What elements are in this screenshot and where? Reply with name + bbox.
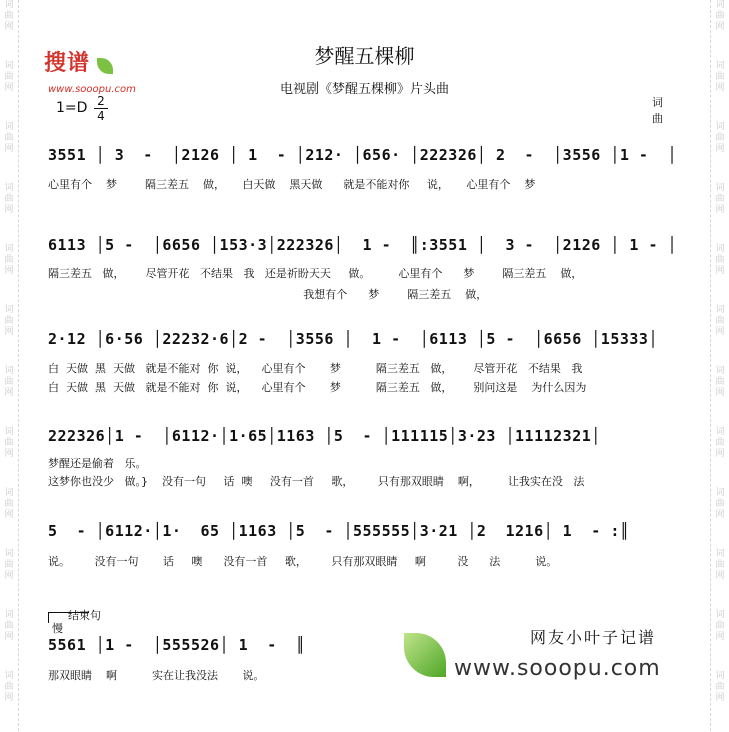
watermark-char: 曲 [715, 560, 725, 570]
notation-row-5: 5 - │6112·│1· 65 │1163 │5 - │555555│3·21 │2 1216│ 1 - :║ [48, 522, 630, 540]
watermark-char: 网 [715, 449, 725, 459]
watermark-char: 词 [715, 122, 725, 132]
watermark-char: 网 [4, 510, 14, 520]
watermark-group [711, 305, 729, 366]
watermark-group [711, 427, 729, 488]
watermark-group [0, 244, 18, 305]
lyric-line: 白 天做 黑 天做 就是不能对 你 说， 心里有个 梦 隔三差五 做， 别问这是 为什么因为 [48, 381, 587, 394]
watermark-group [711, 671, 729, 732]
watermark-char: 词 [4, 244, 14, 254]
watermark-char: 词 [715, 366, 725, 376]
watermark-char: 曲 [715, 621, 725, 631]
music-credit: 曲 [652, 112, 663, 125]
watermark-char: 网 [4, 205, 14, 215]
logo-name: 搜谱 [44, 51, 91, 76]
watermark-char: 曲 [4, 72, 14, 82]
time-signature-top: 2 [97, 94, 105, 108]
song-title: 梦醒五棵柳 [314, 44, 415, 68]
watermark-char: 网 [4, 327, 14, 337]
watermark-char: 网 [715, 632, 725, 642]
watermark-char: 词 [715, 671, 725, 681]
notation-row-2: 6113 │5 - │6656 │153·3│222326│ 1 - ║:3551 │ 3 - │2126 │ 1 - │ [48, 236, 678, 254]
watermark-char: 词 [4, 366, 14, 376]
watermark-char: 词 [715, 549, 725, 559]
watermark-char: 网 [4, 632, 14, 642]
watermark-group [711, 488, 729, 549]
watermark-char: 词 [715, 61, 725, 71]
watermark-char: 网 [715, 510, 725, 520]
watermark-char: 曲 [4, 194, 14, 204]
key-signature: 1=D [56, 100, 88, 116]
watermark-char: 曲 [4, 621, 14, 631]
watermark-char: 曲 [715, 194, 725, 204]
watermark-char: 网 [715, 693, 725, 703]
song-subtitle: 电视剧《梦醒五棵柳》片头曲 [279, 82, 449, 97]
watermark-char: 词 [715, 427, 725, 437]
watermark-group [711, 610, 729, 671]
watermark-group [0, 610, 18, 671]
watermark-char: 曲 [715, 377, 725, 387]
watermark-char: 词 [4, 305, 14, 315]
watermark-char: 词 [4, 610, 14, 620]
watermark-char: 网 [715, 83, 725, 93]
time-signature [94, 95, 108, 122]
watermark-char: 网 [715, 144, 725, 154]
notation-row-4: 222326│1 - │6112·│1·65│1163 │5 - │111115│3·23 │11112321│ [48, 427, 601, 445]
lyric-line: 隔三差五 做， 尽管开花 不结果 我 还是祈盼天天 做。 心里有个 梦 隔三差五 做， [48, 267, 583, 280]
watermark-char: 词 [4, 549, 14, 559]
watermark-char: 词 [4, 671, 14, 681]
watermark-group [0, 549, 18, 610]
footer-url[interactable]: www.sooopu.com [454, 656, 661, 681]
watermark-char: 网 [4, 22, 14, 32]
watermark-group [0, 427, 18, 488]
watermark-char: 曲 [715, 316, 725, 326]
watermark-char: 词 [715, 244, 725, 254]
watermark-char: 曲 [715, 72, 725, 82]
watermark-char: 曲 [715, 438, 725, 448]
notation-row-3: 2·12 │6·56 │22232·6│2 - │3556 │ 1 - │6113 │5 - │6656 │15333│ [48, 330, 658, 348]
watermark-char: 曲 [715, 11, 725, 21]
lyrics-credit: 词 [652, 96, 663, 109]
watermark-char: 曲 [4, 438, 14, 448]
watermark-char: 词 [4, 427, 14, 437]
watermark-group [711, 183, 729, 244]
watermark-char: 曲 [4, 560, 14, 570]
watermark-char: 词 [4, 61, 14, 71]
watermark-char: 曲 [4, 499, 14, 509]
leaf-logo-icon [404, 633, 446, 677]
watermark-char: 词 [715, 0, 725, 10]
watermark-char: 网 [715, 266, 725, 276]
watermark-char: 网 [715, 388, 725, 398]
lyric-line: 那双眼睛 啊 实在让我没法 说。 [48, 669, 265, 682]
watermark-char: 词 [715, 183, 725, 193]
watermark-char: 网 [715, 22, 725, 32]
watermark-char: 曲 [715, 133, 725, 143]
watermark-char: 词 [715, 488, 725, 498]
watermark-char: 曲 [4, 133, 14, 143]
lyric-line: 说。 没有一句 话 噢 没有一首 歌， 只有那双眼睛 啊 没 法 说。 [48, 555, 558, 568]
watermark-group [711, 122, 729, 183]
watermark-char: 曲 [4, 682, 14, 692]
watermark-group [711, 549, 729, 610]
watermark-char: 曲 [4, 377, 14, 387]
lyric-line: 心里有个 梦 隔三差五 做， 白天做 黑天做 就是不能对你 说， 心里有个 梦 [48, 178, 536, 191]
watermark-char: 词 [4, 488, 14, 498]
watermark-char: 网 [4, 571, 14, 581]
watermark-char: 网 [4, 83, 14, 93]
watermark-group [711, 244, 729, 305]
watermark-group [711, 366, 729, 427]
lyric-line: 这梦你也没少 做。} 没有一句 话 噢 没有一首 歌， 只有那双眼睛 啊， 让我实在没 法 [48, 475, 585, 488]
watermark-char: 网 [4, 388, 14, 398]
time-signature-bottom: 4 [97, 109, 105, 123]
tempo-marking: 慢 [52, 622, 63, 635]
watermark-char: 网 [4, 449, 14, 459]
watermark-char: 曲 [4, 316, 14, 326]
watermark-char: 曲 [715, 499, 725, 509]
watermark-char: 网 [715, 205, 725, 215]
watermark-char: 词 [4, 0, 14, 10]
lyric-line: 梦醒还是偷着 乐。 [48, 457, 147, 470]
watermark-column-right [710, 0, 729, 731]
watermark-char: 词 [715, 305, 725, 315]
watermark-group [0, 488, 18, 549]
watermark-char: 词 [715, 610, 725, 620]
logo-url: www.sooopu.com [48, 84, 136, 95]
watermark-char: 曲 [4, 255, 14, 265]
lyric-line: 我想有个 梦 隔三差五 做， [48, 288, 488, 301]
watermark-group [0, 671, 18, 732]
watermark-char: 网 [715, 327, 725, 337]
end-section-label: 结束句 [68, 609, 101, 622]
watermark-group [0, 183, 18, 244]
watermark-char: 网 [715, 571, 725, 581]
watermark-char: 曲 [715, 255, 725, 265]
watermark-char: 网 [4, 266, 14, 276]
recorder-credit: 网友小叶子记谱 [530, 628, 657, 647]
watermark-group [0, 122, 18, 183]
notation-row-6: 5561 │1 - │555526│ 1 - ║ [48, 636, 306, 654]
watermark-char: 网 [4, 144, 14, 154]
watermark-char: 曲 [4, 11, 14, 21]
watermark-char: 曲 [715, 682, 725, 692]
watermark-char: 网 [4, 693, 14, 703]
watermark-column-left [0, 0, 19, 731]
notation-row-1: 3551 │ 3 - │2126 │ 1 - │212· │656· │222326│ 2 - │3556 │1 - │ [48, 146, 678, 164]
lyric-line: 白 天做 黑 天做 就是不能对 你 说， 心里有个 梦 隔三差五 做， 尽管开花 不结果 我 [48, 362, 583, 375]
watermark-char: 词 [4, 183, 14, 193]
watermark-group [0, 366, 18, 427]
watermark-char: 词 [4, 122, 14, 132]
watermark-group [0, 305, 18, 366]
